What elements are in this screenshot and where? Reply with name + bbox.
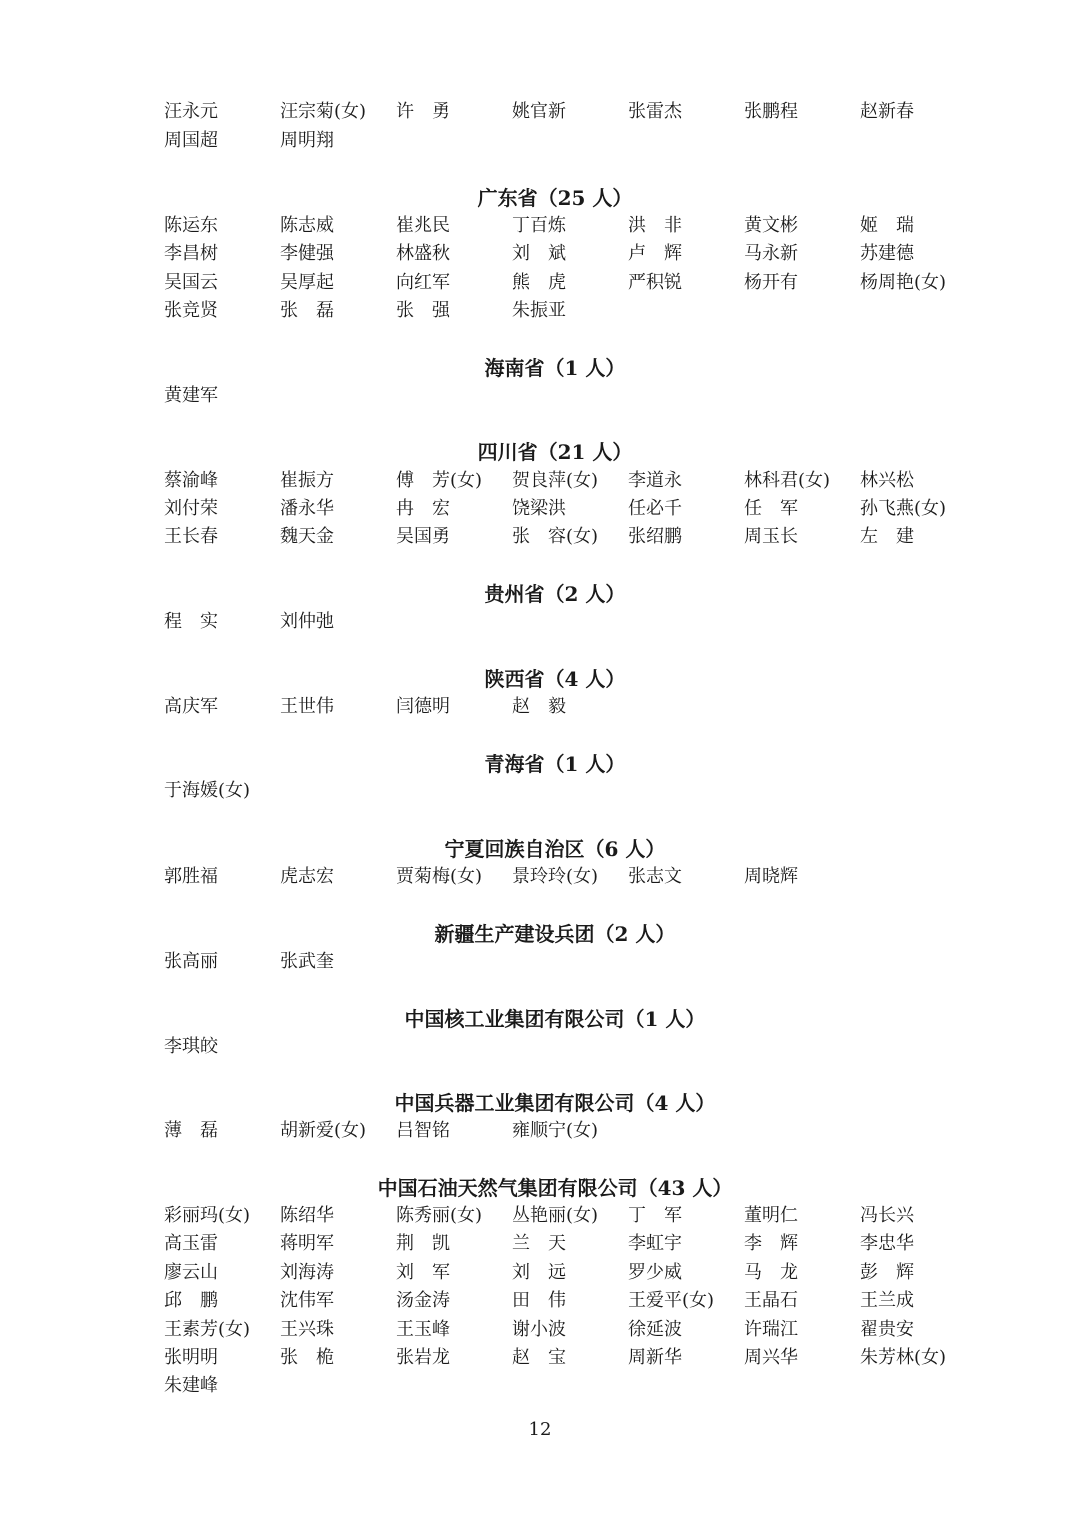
page-number: 12	[528, 1419, 552, 1440]
person-name: 洪 非	[628, 215, 682, 236]
person-name: 熊 虎	[512, 272, 566, 293]
person-name: 冯长兴	[860, 1205, 914, 1226]
person-name: 杨开有	[744, 272, 798, 293]
person-name: 赵 宝	[512, 1347, 566, 1368]
person-name: 董明仁	[744, 1205, 798, 1226]
person-name: 虎志宏	[280, 866, 334, 887]
person-name: 张 强	[396, 300, 450, 321]
section-heading: 四川省（21 人）	[477, 440, 633, 464]
person-name: 吴国云	[164, 272, 218, 293]
section-heading: 广东省（25 人）	[477, 186, 633, 210]
person-name: 张岩龙	[396, 1347, 450, 1368]
person-name: 林科君(女)	[744, 470, 831, 491]
person-name: 胡新爱(女)	[280, 1120, 367, 1141]
person-name: 丁百炼	[512, 215, 566, 236]
person-name: 苏建德	[860, 243, 914, 264]
person-name: 刘仲弛	[280, 611, 334, 632]
person-name: 孙飞燕(女)	[860, 498, 947, 519]
person-name: 刘海涛	[280, 1262, 334, 1283]
person-name: 张明明	[164, 1347, 218, 1368]
person-name: 陈志威	[280, 215, 334, 236]
person-name: 荆 凯	[396, 1233, 450, 1254]
person-name: 张高丽	[164, 951, 218, 972]
person-name: 左 建	[860, 526, 914, 547]
person-name: 朱芳林(女)	[860, 1347, 947, 1368]
person-name: 刘 军	[396, 1262, 450, 1283]
person-name: 陈运东	[164, 215, 218, 236]
person-name: 程 实	[164, 611, 218, 632]
person-name: 马 龙	[744, 1262, 798, 1283]
person-name: 周玉长	[744, 526, 798, 547]
person-name: 王世伟	[280, 696, 334, 717]
person-name: 任必千	[628, 498, 682, 519]
person-name: 张雷杰	[628, 101, 682, 122]
person-name: 徐延波	[628, 1319, 682, 1340]
person-name: 彩丽玛(女)	[164, 1205, 251, 1226]
person-name: 李道永	[628, 470, 682, 491]
person-name: 赵 毅	[512, 696, 566, 717]
person-name: 潘永华	[280, 498, 334, 519]
person-name: 王玉峰	[396, 1319, 450, 1340]
person-name: 景玲玲(女)	[512, 866, 599, 887]
person-name: 彭 辉	[860, 1262, 914, 1283]
person-name: 高庆军	[164, 696, 218, 717]
person-name: 丛艳丽(女)	[512, 1205, 599, 1226]
person-name: 黄建军	[164, 385, 218, 406]
person-name: 刘 斌	[512, 243, 566, 264]
person-name: 汪永元	[164, 101, 218, 122]
person-name: 姚官新	[512, 101, 566, 122]
person-name: 邱 鹏	[164, 1290, 218, 1311]
person-name: 马永新	[744, 243, 798, 264]
person-name: 廖云山	[164, 1262, 218, 1283]
person-name: 李昌树	[164, 243, 218, 264]
person-name: 罗少威	[628, 1262, 682, 1283]
person-name: 张志文	[628, 866, 682, 887]
person-name: 刘付荣	[164, 498, 218, 519]
person-name: 蒋明军	[280, 1233, 334, 1254]
person-name: 张 磊	[280, 300, 334, 321]
section-heading: 中国核工业集团有限公司（1 人）	[404, 1007, 706, 1031]
person-name: 冉 宏	[396, 498, 450, 519]
person-name: 蔡渝峰	[164, 470, 218, 491]
person-name: 张 容(女)	[512, 526, 599, 547]
person-name: 王素芳(女)	[164, 1319, 251, 1340]
person-name: 杨周艳(女)	[860, 272, 947, 293]
person-name: 赵新春	[860, 101, 914, 122]
person-name: 贺良萍(女)	[512, 470, 599, 491]
person-name: 李忠华	[860, 1233, 914, 1254]
section-heading: 海南省（1 人）	[484, 356, 626, 380]
person-name: 李健强	[280, 243, 334, 264]
person-name: 林兴松	[860, 470, 914, 491]
person-name: 陈秀丽(女)	[396, 1205, 483, 1226]
person-name: 王长春	[164, 526, 218, 547]
section-heading: 中国石油天然气集团有限公司（43 人）	[377, 1176, 733, 1200]
person-name: 周晓辉	[744, 866, 798, 887]
person-name: 朱建峰	[164, 1375, 218, 1396]
person-name: 张武奎	[280, 951, 334, 972]
section-heading: 宁夏回族自治区（6 人）	[444, 837, 666, 861]
person-name: 姬 瑞	[860, 215, 914, 236]
person-name: 张鹏程	[744, 101, 798, 122]
section-heading: 贵州省（2 人）	[484, 582, 626, 606]
person-name: 黄文彬	[744, 215, 798, 236]
person-name: 闫德明	[396, 696, 450, 717]
person-name: 傅 芳(女)	[396, 470, 483, 491]
person-name: 雍顺宁(女)	[512, 1120, 599, 1141]
person-name: 崔兆民	[396, 215, 450, 236]
person-name: 张绍鹏	[628, 526, 682, 547]
person-name: 周明翔	[280, 130, 334, 151]
person-name: 周新华	[628, 1347, 682, 1368]
person-name: 田 伟	[512, 1290, 566, 1311]
person-name: 高玉雷	[164, 1233, 218, 1254]
person-name: 贾菊梅(女)	[396, 866, 483, 887]
person-name: 汪宗菊(女)	[280, 101, 367, 122]
person-name: 于海媛(女)	[164, 780, 251, 801]
person-name: 薄 磊	[164, 1120, 218, 1141]
person-name: 张 桅	[280, 1347, 334, 1368]
person-name: 汤金涛	[396, 1290, 450, 1311]
person-name: 丁 军	[628, 1205, 682, 1226]
person-name: 卢 辉	[628, 243, 682, 264]
person-name: 陈绍华	[280, 1205, 334, 1226]
person-name: 朱振亚	[512, 300, 566, 321]
person-name: 林盛秋	[396, 243, 450, 264]
person-name: 向红军	[396, 272, 450, 293]
person-name: 王兴珠	[280, 1319, 334, 1340]
person-name: 吕智铭	[396, 1120, 450, 1141]
person-name: 吴国勇	[396, 526, 450, 547]
section-heading: 新疆生产建设兵团（2 人）	[434, 922, 676, 946]
person-name: 李琪皎	[164, 1036, 218, 1057]
person-name: 许 勇	[396, 101, 450, 122]
person-name: 任 军	[744, 498, 798, 519]
person-name: 刘 远	[512, 1262, 566, 1283]
person-name: 沈伟军	[280, 1290, 334, 1311]
person-name: 许瑞江	[744, 1319, 798, 1340]
person-name: 兰 天	[512, 1233, 566, 1254]
person-name: 李 辉	[744, 1233, 798, 1254]
person-name: 郭胜福	[164, 866, 218, 887]
section-heading: 中国兵器工业集团有限公司（4 人）	[394, 1091, 716, 1115]
person-name: 李虹宇	[628, 1233, 682, 1254]
person-name: 翟贵安	[860, 1319, 914, 1340]
person-name: 周国超	[164, 130, 218, 151]
person-name: 崔振方	[280, 470, 334, 491]
person-name: 严积锐	[628, 272, 682, 293]
person-name: 张竞贤	[164, 300, 218, 321]
section-heading: 青海省（1 人）	[484, 752, 626, 776]
person-name: 王兰成	[860, 1290, 914, 1311]
person-name: 吴厚起	[280, 272, 334, 293]
section-heading: 陕西省（4 人）	[484, 667, 626, 691]
person-name: 王爱平(女)	[628, 1290, 715, 1311]
person-name: 王晶石	[744, 1290, 798, 1311]
person-name: 周兴华	[744, 1347, 798, 1368]
person-name: 魏天金	[280, 526, 334, 547]
person-name: 谢小波	[512, 1319, 566, 1340]
person-name: 饶梁洪	[512, 498, 566, 519]
